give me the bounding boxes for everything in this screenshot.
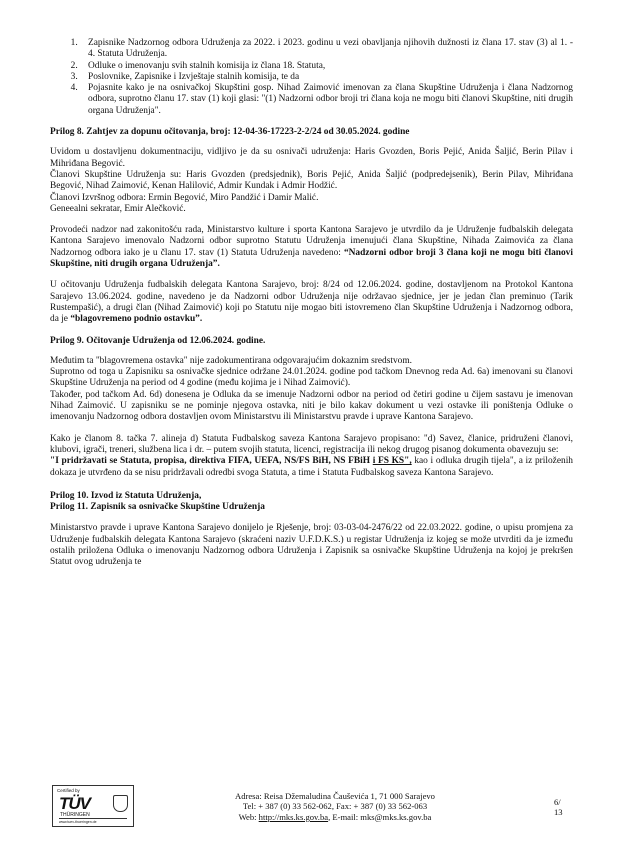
- founders-text: Uvidom u dostavljenu dokumentnaciju, vidljivo je da su osnivači udruženja: Haris Gvozden, Boris Pejić, Anida Šaljić, Berin Pilav i Mihriđana Begović.: [50, 147, 573, 169]
- statute-bold-underlined: i FS KS",: [372, 456, 412, 467]
- secretary-text: Geneealni sekratar, Emir Alečković.: [50, 203, 186, 214]
- website-link[interactable]: http://mks.ks.gov.ba: [258, 811, 329, 822]
- phone-line: Tel: + 387 (0) 33 562-062, Fax: + 387 (0) 33 562-063: [242, 801, 428, 812]
- prilog9-block: [50, 356, 573, 424]
- ministry-paragraph: Ministarstvo pravde i uprave Kantona Sarajevo donijelo je Rješenje, broj: 03-03-04-2476/22 od 22.03.2022. godine, o upisu promjena za Udruženje fudbalskih delegata Kantona Sarajevo (skraćeni naziv U.F.D.K.S.) u registar Udruženja iz kojeg se može utvrditi da je između ostalih priložena Odluka o imenovanju Nadzornog odbora Udruženja i Zapisnik sa osnivačke Skupštine Udruženja na kojoj je prekršen Statut ovog udruženja te: [50, 523, 573, 568]
- statute-paragraph: [50, 434, 573, 479]
- members-block: [50, 147, 573, 215]
- prilog10-11-headings: [50, 491, 573, 514]
- prilog8-heading: Prilog 8. Zahtjev za dopunu očitovanja, broj: 12-04-36-17223-2-2/24 od 30.05.2024. godine: [50, 127, 410, 138]
- oversight-paragraph: [50, 225, 573, 270]
- document-body: [50, 38, 573, 569]
- resignation-quote: “blagovremeno podnio ostavku”.: [70, 314, 203, 325]
- web-email-line: Web: http://mks.ks.gov.ba, E-mail: mks@mks.ks.gov.ba: [238, 811, 432, 822]
- statute-bold: "I pridržavati se Statuta, propisa, direktiva FIFA, UEFA, NS/FS BiH, NS FBiH: [50, 456, 373, 467]
- list-item: 4. Pojasnite kako je na osnivačkoj Skupštini gosp. Nihad Zaimović imenovan za člana Skupštine Udruženja i člana Nadzornog odbora, suprotno članu 17. stav (1) koji glasi: "(1) Nadzorni odbor broji tri člana koja ne mogu biti članovi Skupštine, niti drugih organa Udruženja".: [80, 83, 573, 117]
- footer-address: [175, 791, 495, 822]
- page-footer: [0, 775, 621, 835]
- statute-quote: “Nadzorni odbor broji 3 člana koji ne mogu biti članovi Skupštine, niti drugih organa Udruženja”.: [50, 247, 573, 270]
- address-line: Adresa: Reisa Džemaludina Čauševića 1, 71 000 Sarajevo: [235, 791, 435, 801]
- prilog9-text: Suprotno od toga u Zapisniku sa osnivačke sjednice održane 24.01.2024. godine pod tačkom Dnevnog reda Ad. 6a) imenovani su članovi Skupštine Udruženja na period od 4 godine (među kojima je i Nihad Zaimović).: [50, 367, 573, 389]
- prilog9-text: Međutim ta "blagovremena ostavka" nije zadokumentirana odgovarajućim dokaznim sredstvom.: [50, 355, 412, 366]
- prilog9-text: Također, pod tačkom Ad. 6d) donesena je Odluka da se imenuje Nadzorni odbor na period od četiri godine u čijem sastavu je imenovan Nihad Zaimović. U zapisniku se ne pominje njegova ostavka, niti je bilo kakav dokument u vezi ostavke ili poništenja Odluke o imenovanju Nadzornog odbora dostavljen ovom Ministarstvu ili Ministarstvu pravde i uprave Kantona Sarajevo.: [50, 389, 573, 423]
- shield-icon: [113, 795, 128, 812]
- prilog10-heading: Prilog 10. Izvod iz Statuta Udruženja,: [50, 490, 202, 501]
- prilog11-heading: Prilog 11. Zapisnik sa osnivačke Skupštine Udruženja: [50, 502, 265, 513]
- executive-board-text: Članovi Izvršnog odbora: Ermin Begović, Miro Pandžić i Damir Malić.: [50, 192, 319, 203]
- statute-intro: Kako je članom 8. tačka 7. alineja d) Statuta Fudbalskog saveza Kantona Sarajevo propisano: "d) Savez, članice, pridruženi članovi, klubovi, igrači, treneri, službena lica i dr. – putem svojih statuta, licenci, registracija ili nekog drugog pisanog dokumenta obavezuju se:: [50, 433, 573, 455]
- assembly-members-text: Članovi Skupštine Udruženja su: Haris Gvozden (predsjednik), Boris Pejić, Anida Šaljić (podpredejsenik), Berin Pilav, Mihriđana Begović, Nihad Zaimović, Kenan Halilović, Admir Kundak i Admir Hodžić.: [50, 169, 573, 192]
- request-list: [50, 38, 573, 117]
- response-text: U očitovanju Udruženja fudbalskih delegata Kantona Sarajevo, broj: 8/24 od 12.06.2024. godine, dostavljenom na Protokol Kantona Sarajevo 13.06.2024. godine, navedeno je da Nadzorni odbor Udruženja nije održavao sjednice, jer je jedan član preminuo (Tarik Rustempašić), a drugi član (Nihad Zaimović) koji po Statutu nije mogao biti istovremeno član Skupštine Udruženja i Nadzornog odbora, da je: [50, 280, 573, 325]
- page-number: 6/ 13: [554, 797, 563, 818]
- response-paragraph: [50, 280, 573, 325]
- statute-rest: kao i odluka drugih tijela", a iz priloženih dokaza je utvrđeno da se nisu pridržavali odredbi svoga Statuta, a time i Statuta Fudbalskog saveza Kantona Sarajevo.: [50, 456, 573, 478]
- list-item: 1. Zapisnike Nadzornog odbora Udruženja za 2022. i 2023. godinu u vezi obavljanja njihovih dužnosti iz člana 17. stav (3) al 1. - 4. Statuta Udruženja.: [80, 38, 573, 61]
- prilog9-heading: Prilog 9. Očitovanje Udruženja od 12.06.2024. godine.: [50, 335, 266, 346]
- list-item: 2. Odluke o imenovanju svih stalnih komisija iz člana 18. Statuta,: [80, 61, 573, 72]
- oversight-text: Provodeći nadzor nad zakonitošću rada, Ministarstvo kulture i sporta Kantona Sarajevo je utvrdilo da je Udruženje fudbalskih delegata Kantona Sarajevo imenovalo Nadzorni odbor suprotno Statutu Udruženja imenujući člana Skupštine, Nihada Zaimovića za člana Nadzornog odbora iako je u članu 17. stav (1) Statuta Udruženja navedeno:: [50, 225, 573, 258]
- list-item: 3. Poslovnike, Zapisnike i Izvještaje stalnih komisija, te da: [80, 72, 573, 83]
- tuv-certification-logo: Certified by TÜV THÜRINGEN www.tuev-thueringen.de: [52, 785, 134, 827]
